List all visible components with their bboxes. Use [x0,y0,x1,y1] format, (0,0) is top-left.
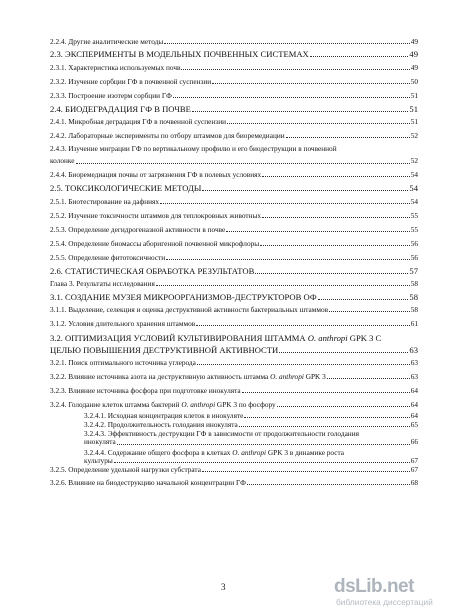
toc-entry[interactable] [50,92,418,100]
toc-entry-title: 2.3.3. Построение изотерм сорбции ГФ [50,91,172,100]
toc-entry-title: 2.3.1. Характеристика используемых почв [50,63,181,72]
toc-entry-title: 2.5. ТОКСИКОЛОГИЧЕСКИЕ МЕТОДЫ [50,182,202,193]
toc-leader [156,285,410,286]
toc-page-number: 54 [410,169,418,179]
toc-leader [160,203,410,204]
toc-page-number: 64 [410,399,418,409]
toc-page-number: 65 [410,419,418,429]
toc-entry-title: 2.5.3. Определение дегидрогеназной активности в почве [50,224,226,234]
toc-entry[interactable] [50,132,418,140]
toc-entry-title-end: GPK 3 С [347,332,382,343]
toc-entry-title: 2.5.2. Изучение токсичности штаммов для теплокровных животных [50,210,262,220]
toc-entry-title: 3.2.3. Влияние источника фосфора при подготовке инокулята [50,385,241,395]
toc-leader [318,299,409,300]
toc-entry[interactable] [50,401,418,409]
toc-entry[interactable] [50,78,418,86]
toc-entry[interactable] [50,359,418,367]
toc-page-number: 58 [410,304,418,314]
toc-entry-title: 3.1.2. Условия длительного хранения штаммов [50,318,196,328]
toc-entry-title-end: GPK 3 в динамике роста [266,447,345,457]
watermark-logo [334,576,444,608]
toc-leader [164,43,409,44]
toc-leader [166,259,410,260]
toc-leader [114,462,410,463]
toc-entry[interactable] [50,183,418,193]
toc-entry-title: 3.2.4.3. Эффективность деструкции ГФ в зависимости от продолжительности голодания [84,428,359,438]
toc-leader [227,123,410,124]
toc-page-number: 64 [410,410,418,420]
toc-leader [262,217,410,218]
toc-page-number: 67 [410,465,418,475]
toc-page-number: 52 [410,131,418,140]
toc-leader [262,176,410,177]
toc-entry[interactable] [50,171,418,179]
toc-page-number: 54 [410,196,418,206]
toc-entry[interactable] [50,64,418,72]
toc-entry[interactable] [50,240,418,248]
toc-leader [279,352,408,353]
species-name: O. anthropi [270,371,304,381]
toc-entry[interactable] [50,449,418,466]
toc-page-number: 50 [410,77,418,86]
toc-entry[interactable] [50,38,418,46]
toc-entry[interactable] [50,320,418,328]
species-name: O. anthropi [232,447,267,457]
table-of-contents [50,38,418,487]
toc-leader [239,426,410,427]
toc-entry-title: 2.5.5. Определение фитотоксичности [50,252,166,262]
toc-leader [260,245,410,246]
toc-entry[interactable] [50,198,418,206]
toc-leader [202,471,410,472]
toc-entry-title-end: GPK 3 по фосфору [215,399,276,409]
toc-leader [192,111,409,112]
toc-entry-title: 2.4.2. Лабораторные эксперименты по отбору штаммов для биоремедиации [50,131,285,140]
toc-entry[interactable] [50,373,418,381]
toc-page-number: 64 [410,385,418,395]
toc-leader [242,392,410,393]
species-name: O. anthropi [307,332,348,343]
toc-entry-title: 3.2.2. Влияние источника азота на деструктивную активность штамма [50,371,271,381]
toc-entry[interactable] [50,49,418,59]
toc-page-number: 58 [410,278,418,288]
toc-entry-title: 3.2.4.2. Продолжительность голодания инокулята [84,419,238,429]
toc-page-number: 61 [410,318,418,328]
toc-entry[interactable] [50,421,418,429]
toc-page-number: 58 [409,291,418,302]
toc-entry[interactable] [50,226,418,234]
toc-entry[interactable] [50,254,418,262]
toc-leader [226,231,409,232]
toc-page-number: 63 [410,357,418,367]
toc-page-number: 56 [410,252,418,262]
toc-entry-title-continued: инокулята [84,437,116,447]
toc-entry[interactable] [50,333,418,355]
toc-entry-title: 2.5.4. Определение биомассы аборигенной почвенной микрофлоры [50,238,260,248]
toc-leader [212,83,410,84]
toc-entry[interactable] [50,292,418,302]
toc-entry-title-end: GPK 3 [303,371,326,381]
toc-leader [202,190,408,191]
toc-page-number: 57 [409,265,418,276]
toc-page-number: 63 [410,371,418,381]
watermark-brand: dsLib.net [334,576,414,597]
toc-entry-title: 2.6. СТАТИСТИЧЕСКАЯ ОБРАБОТКА РЕЗУЛЬТАТОВ [50,265,255,276]
toc-entry[interactable] [50,306,418,314]
toc-entry[interactable] [50,430,418,447]
toc-page-number: 51 [410,91,418,100]
toc-page-number: 63 [409,344,418,355]
toc-entry[interactable] [50,266,418,276]
toc-page-number: 52 [410,156,418,166]
toc-page-number: 55 [410,224,418,234]
toc-page-number: 56 [410,238,418,248]
toc-entry-title: 3.2.5. Определение удельной нагрузки субстрата [50,465,201,475]
toc-page-number: 54 [409,182,418,193]
toc-entry-title-continued: колонке [50,156,75,166]
toc-entry[interactable] [50,118,418,126]
toc-page-number: 55 [410,210,418,220]
toc-entry-title: 2.2.4. Другие аналитические методы [50,37,164,46]
toc-leader [277,406,410,407]
toc-page-number: 49 [410,37,418,46]
toc-entry-title: Глава 3. Результаты исследования [50,278,155,288]
page-number: 3 [221,582,226,592]
toc-page-number: 67 [410,456,418,466]
toc-leader [117,444,410,445]
watermark-caption: библиотека диссертаций [336,597,433,607]
toc-leader [76,163,410,164]
toc-leader [196,325,409,326]
toc-entry-title: 2.3. ЭКСПЕРИМЕНТЫ В МОДЕЛЬНЫХ ПОЧВЕННЫХ СИСТЕМАХ [50,49,309,59]
toc-leader [173,97,410,98]
species-name: O. anthropi [181,399,216,409]
toc-entry-title: 3.2.1. Поиск оптимального источника углерода [50,357,196,367]
toc-entry-title: 2.4.1. Микробная деградация ГФ в почвенной суспензии [50,117,226,126]
toc-entry[interactable] [50,479,418,487]
toc-leader [255,273,408,274]
toc-entry-title: 3.2.4.4. Содержание общего фосфора в клетках [84,447,233,457]
toc-entry[interactable] [50,466,418,474]
toc-entry-title: 3.1.1. Выделение, селекция и оценка деструктивной активности бактериальных штаммов [50,304,329,314]
toc-entry[interactable] [50,212,418,220]
toc-entry[interactable] [50,104,418,114]
toc-leader [286,137,410,138]
toc-entry-title: 2.4.3. Изучение миграции ГФ по вертикальному профилю и его биодеструкции в почвенной [50,144,337,153]
toc-entry[interactable] [50,280,418,288]
toc-leader [197,364,410,365]
toc-entry-title-continued: ЦЕЛЬЮ ПОВЫШЕНИЯ ДЕСТРУКТИВНОЙ АКТИВНОСТИ [50,344,279,355]
toc-entry-title: 2.5.1. Биотестирование на дафниях [50,196,160,206]
toc-entry-title: 3.2.4.1. Исходная концентрация клеток в инокуляте [84,410,244,420]
toc-entry-title: 2.3.2. Изучение сорбции ГФ в почвенной суспензии [50,77,212,86]
toc-leader [181,69,409,70]
toc-page-number: 68 [410,478,418,488]
toc-page-number: 49 [410,63,418,72]
toc-entry[interactable] [50,387,418,395]
toc-leader [244,417,409,418]
toc-page-number: 51 [410,117,418,126]
toc-entry-title: 3.1. СОЗДАНИЕ МУЗЕЯ МИКРООРГАНИЗМОВ-ДЕСТРУКТОРОВ ОФ [50,291,317,302]
toc-entry[interactable] [50,412,418,420]
toc-leader [310,56,409,57]
toc-entry-title: 3.2.4. Голодание клеток штамма бактерий [50,399,182,409]
toc-leader [327,378,410,379]
toc-entry[interactable] [50,145,418,166]
toc-entry-title: 3.2.6. Влияние на биодеструкцию начальной концентрации ГФ [50,478,246,488]
toc-page-number: 51 [409,104,418,114]
toc-page-number: 49 [409,49,418,59]
toc-leader [247,484,410,485]
toc-page-number: 66 [410,437,418,447]
toc-entry-title: 3.2. ОПТИМИЗАЦИЯ УСЛОВИЙ КУЛЬТИВИРОВАНИЯ ШТАММА [50,332,308,343]
toc-entry-title: 2.4. БИОДЕГРАДАЦИЯ ГФ В ПОЧВЕ [50,104,191,114]
toc-entry-title: 2.4.4. Биоремедиация почвы от загрязнения ГФ в полевых условиях [50,169,262,179]
toc-entry-title-continued: культуры [84,456,113,466]
toc-leader [329,311,410,312]
